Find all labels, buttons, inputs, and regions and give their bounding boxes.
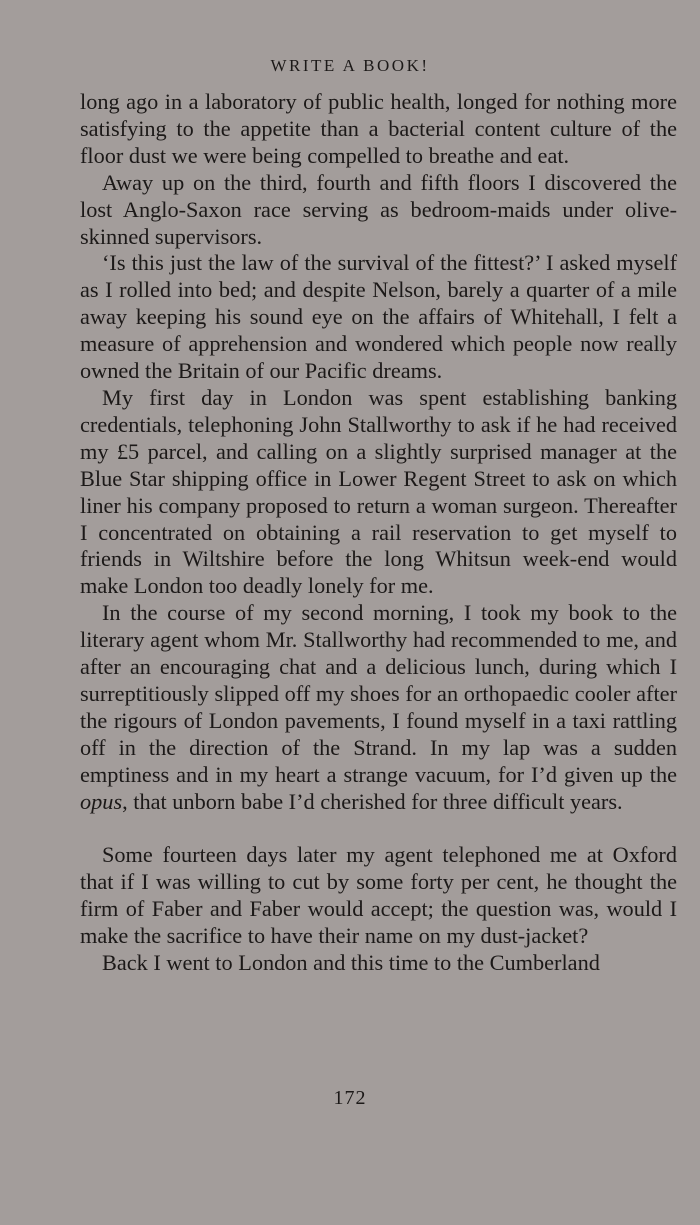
- paragraph-5-after: , that unborn babe I’d cherished for three difficult years.: [122, 788, 623, 814]
- paragraph-6: Some fourteen days later my agent telephoned me at Oxford that if I was willing to cut by some forty per cent, he thought the firm of Faber and Faber would accept; the question was, would I make the sacrifice to have their name on my dust-jacket?: [80, 842, 677, 949]
- paragraph-2: Away up on the third, fourth and fifth floors I discovered the lost Anglo-Saxon race serving as bedroom-maids under olive-skinned supervisors.: [80, 169, 677, 249]
- paragraph-5: [80, 600, 677, 815]
- paragraph-4: My first day in London was spent establishing banking credentials, telephoning John Stallworthy to ask if he had received my £5 parcel, and calling on a slightly surprised manager at the Blue Star shipping office in Lower Regent Street to ask on which liner his company proposed to return a woman surgeon. Thereafter I concentrated on obtaining a rail reservation to get myself to friends in Wiltshire before the long Whitsun week-end would make London too deadly lonely for me.: [80, 384, 677, 599]
- paragraph-7: Back I went to London and this time to the Cumberland: [102, 950, 600, 976]
- paragraph-5-before: In the course of my second morning, I took my book to the literary agent whom Mr. Stallworthy had recommended to me, and after an encouraging chat and a delicious lunch, during which I surreptitiously slipped off my shoes for an orthopaedic cooler after the rigours of London pavements, I found myself in a taxi rattling off in the direction of the Strand. In my lap was a sudden emptiness and in my heart a strange vacuum, for I’d given up the: [80, 600, 677, 787]
- page-number: 172: [333, 1087, 367, 1109]
- italic-opus: opus: [80, 788, 123, 814]
- body-text: [80, 89, 677, 977]
- paragraph-1: long ago in a laboratory of public health, longed for nothing more satisfying to the appetite than a bacterial content culture of the floor dust we were being compelled to breathe and eat.: [80, 89, 677, 168]
- paragraph-3: ‘Is this just the law of the survival of the fittest?’ I asked myself as I rolled into bed; and despite Nelson, barely a quarter of a mile away keeping his sound eye on the affairs of Whitehall, I felt a measure of apprehension and wondered which people now really owned the Britain of our Pacific dreams.: [80, 250, 677, 384]
- running-head: WRITE A BOOK!: [270, 56, 430, 75]
